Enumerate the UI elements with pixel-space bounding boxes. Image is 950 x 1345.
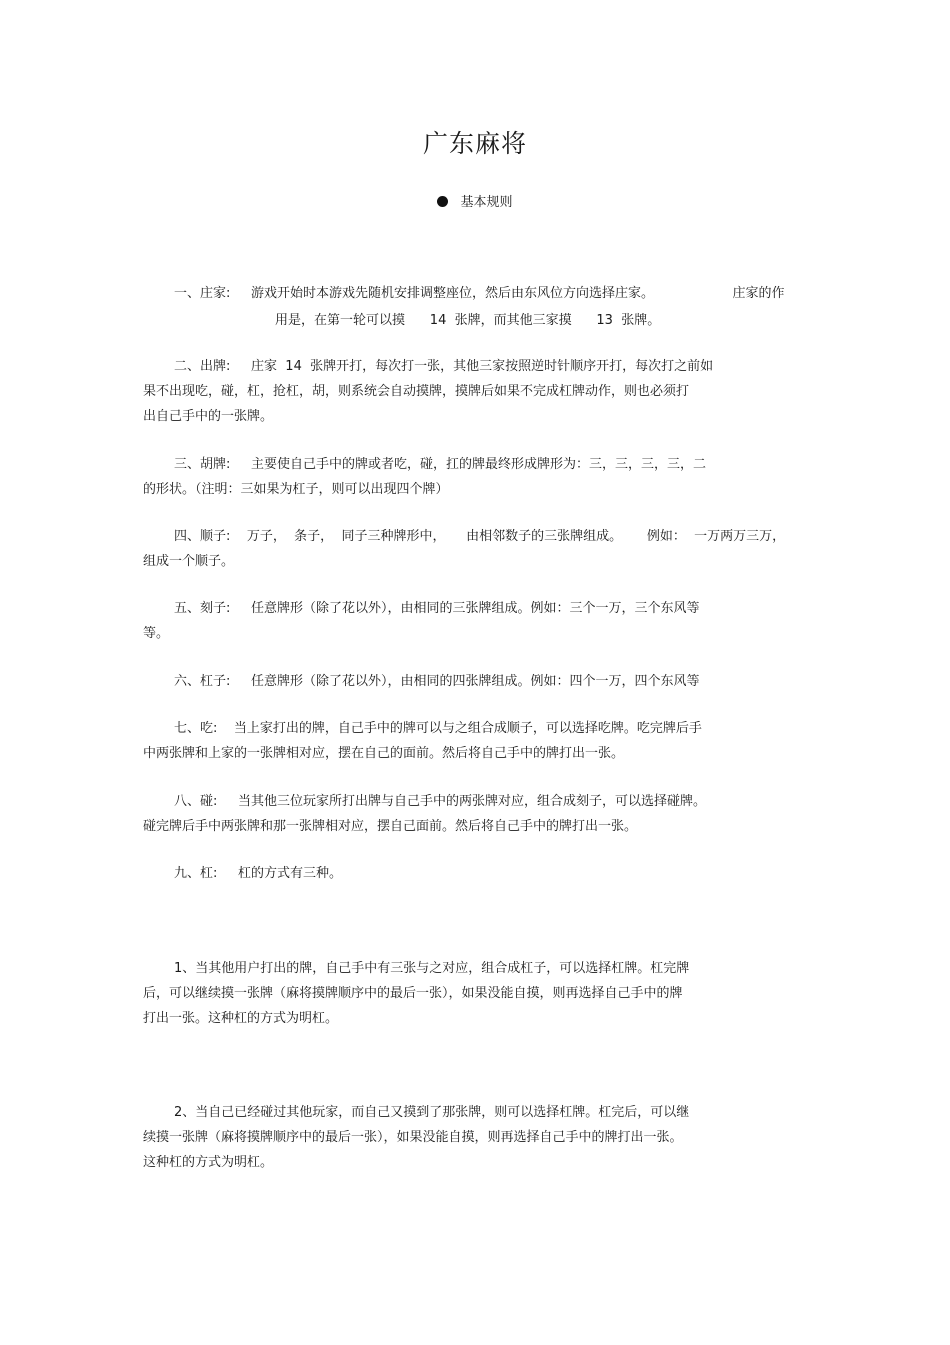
- rule-4-line-2: 组成一个顺子。: [143, 554, 235, 569]
- rule-7-line-1: 七、吃: 当上家打出的牌，自己手中的牌可以与之组合成顺子，可以选择吃牌。吃完牌后手: [174, 721, 702, 736]
- section-heading: [0, 191, 950, 210]
- rule-2-line-1: 二、出牌: 庄家 14 张牌开打，每次打一张，其他三家按照逆时针顺序开打，每次打之前如: [174, 359, 714, 374]
- bullet-icon: [437, 196, 448, 207]
- rule-1-line-1: 一、庄家: 游戏开始时本游戏先随机安排调整座位，然后由东风位方向选择庄家。 庄家的作: [174, 286, 785, 301]
- rule-4-line-1: 四、顺子: 万子， 条子， 同子三种牌形中， 由相邻数子的三张牌组成。 例如： 一万两万三万，: [174, 529, 786, 544]
- section-heading-text: 基本规则: [460, 195, 513, 210]
- rule-7-line-2: 中两张牌和上家的一张牌相对应，摆在自己的面前。然后将自己手中的牌打出一张。: [143, 746, 625, 761]
- rule-1-line-2: 用是，在第一轮可以摸 14 张牌，而其他三家摸 13 张牌。: [275, 313, 661, 328]
- rule-8-line-1: 八、碰: 当其他三位玩家所打出牌与自己手中的两张牌对应，组合成刻子，可以选择碰牌。: [174, 794, 707, 809]
- rule-2-line-3: 出自己手中的一张牌。: [143, 409, 274, 424]
- rule-8-line-2: 碰完牌后手中两张牌和那一张牌相对应，摆自己面前。然后将自己手中的牌打出一张。: [143, 819, 638, 834]
- gang-2-line-3: 这种杠的方式为明杠。: [143, 1155, 274, 1170]
- rule-3-line-2: 的形状。（注明：三如果为杠子，则可以出现四个牌）: [143, 482, 449, 497]
- gang-2-line-1: 2、当自己已经碰过其他玩家，而自己又摸到了那张牌，则可以选择杠牌。杠完后，可以继: [174, 1105, 690, 1120]
- gang-1-line-1: 1、当其他用户打出的牌，自己手中有三张与之对应，组合成杠子，可以选择杠牌。杠完牌: [174, 961, 690, 976]
- rule-6-line-1: 六、杠子: 任意牌形（除了花以外），由相同的四张牌组成。例如：四个一万，四个东风等: [174, 674, 700, 689]
- rule-3-line-1: 三、胡牌: 主要使自己手中的牌或者吃，碰，扛的牌最终形成牌形为：三，三，三，三，二: [174, 457, 707, 472]
- rule-9-line-1: 九、杠: 杠的方式有三种。: [174, 866, 343, 881]
- rule-5-line-2: 等。: [143, 626, 170, 641]
- gang-1-line-3: 打出一张。这种杠的方式为明杠。: [143, 1011, 339, 1026]
- gang-2-line-2: 续摸一张牌（麻将摸牌顺序中的最后一张），如果没能自摸，则再选择自己手中的牌打出一张。: [143, 1130, 683, 1145]
- rule-5-line-1: 五、刻子: 任意牌形（除了花以外），由相同的三张牌组成。例如：三个一万，三个东风等: [174, 601, 700, 616]
- gang-1-line-2: 后，可以继续摸一张牌（麻将摸牌顺序中的最后一张），如果没能自摸，则再选择自己手中的牌: [143, 986, 683, 1001]
- rule-2-line-2: 果不出现吃，碰，杠，抢杠，胡，则系统会自动摸牌，摸牌后如果不完成杠牌动作，则也必须打: [143, 384, 690, 399]
- page-title: 广东麻将: [422, 129, 527, 158]
